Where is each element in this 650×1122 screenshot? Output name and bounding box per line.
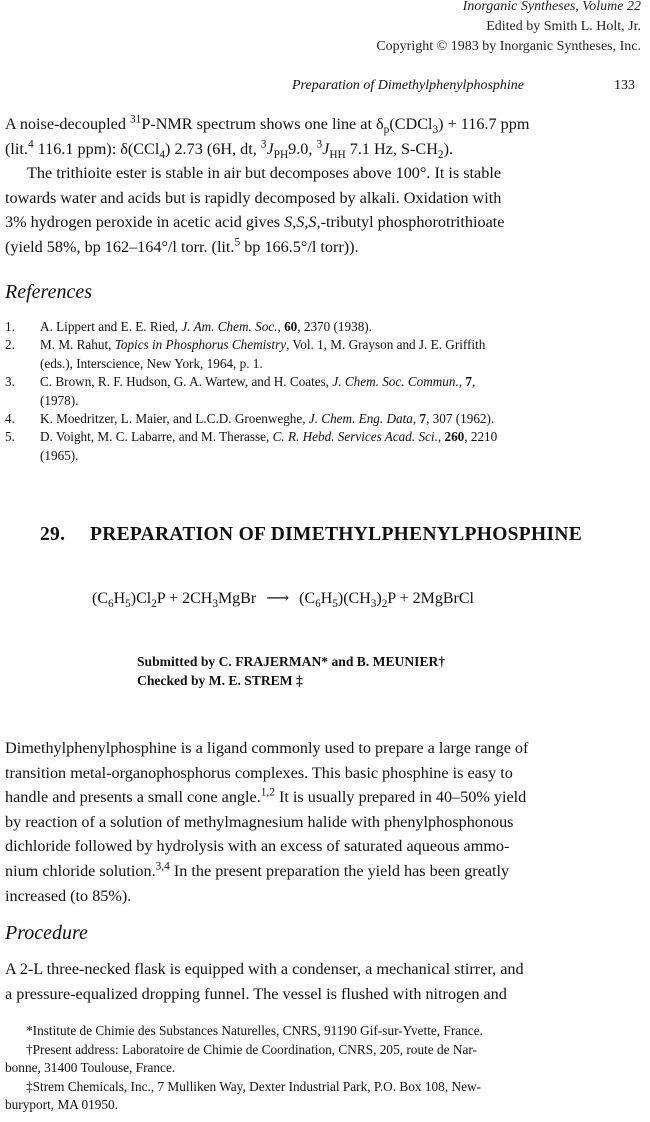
body-line-1: Dimethylphenylphosphine is a ligand commonly used to prepare a large range of (5, 739, 529, 757)
chapter-title (40, 524, 582, 546)
footnote-1: *Institute de Chimie des Substances Naturelles, CNRS, 91190 Gif-sur-Yvette, France. (26, 1023, 483, 1038)
running-head (292, 78, 524, 94)
chapter-number: 29. (40, 524, 66, 545)
procedure-paragraph (5, 957, 645, 1006)
reaction-arrow: ⟶ (266, 590, 290, 607)
reference-item-continuation: (eds.), Interscience, New York, 1964, p. 1. (40, 355, 263, 371)
procedure-heading: Procedure (5, 922, 88, 944)
body-line-4: by reaction of a solution of methylmagnesium halide with phenylphosphonous (5, 812, 514, 831)
reaction-equation: $(C_6H_5)Cl_2P$ + $2CH_3MgBr$ ⟶ $(C_6H_5)(CH_3)_2P$ + 2MgBrCl (92, 590, 474, 611)
page-number: 133 (614, 78, 635, 93)
intro-line-1: A noise-decoupled $^{31}$P-NMR spectrum shows one line at $\delta_p(CDCl_3) + 116.7$ ppm (5, 113, 530, 137)
intro-line-3: The trithioite ester is stable in air but decomposes above 100°. It is stable (27, 164, 501, 183)
references-heading: References (5, 281, 92, 303)
chapter-heading: PREPARATION OF DIMETHYLPHENYLPHOSPHINE (90, 524, 583, 545)
reference-item-continuation: (1965). (40, 447, 79, 463)
reference-item: 5. D. Voight, M. C. Labarre, and M. Therasse, C. R. Hebd. Services Acad. Sci., 260, 2210 (5, 429, 498, 445)
body-line-5: dichloride followed by hydrolysis with an excess of saturated aqueous ammo- (5, 837, 510, 856)
reference-item: 4. K. Moedritzer, L. Maier, and L.C.D. Groenweghe, J. Chem. Eng. Data, 7, 307 (1962). (5, 411, 495, 427)
footnote-2-continuation: bonne, 31400 Toulouse, France. (5, 1060, 176, 1076)
procedure-line-2: a pressure-equalized dropping funnel. The vessel is flushed with nitrogen and (5, 984, 507, 1003)
body-paragraph (5, 736, 645, 908)
book-title: Inorganic Syntheses, Volume 22 (462, 0, 641, 14)
body-line-7: increased (to 85%). (5, 886, 132, 905)
intro-line-4: towards water and acids but is rapidly decomposed by alkali. Oxidation with (5, 188, 502, 207)
reference-item: 1. A. Lippert and E. E. Ried, J. Am. Chem. Soc., 60, 2370 (1938). (5, 319, 372, 334)
footnotes (5, 1022, 645, 1115)
body-line-2: transition metal-organophosphorus complexes. This basic phosphine is easy to (5, 763, 513, 782)
footnote-3-continuation: buryport, MA 01950. (5, 1097, 119, 1113)
reference-list (5, 318, 645, 465)
body-line-3: handle and presents a small cone angle.$^{1,2}$ It is usually prepared in 40–50% yield (5, 786, 527, 807)
submitted-by: Submitted by C. FRAJERMAN* and B. MEUNIER† (137, 654, 446, 669)
reference-item: 3. C. Brown, R. F. Hudson, G. A. Wartew, and H. Coates, J. Chem. Soc. Commun., 7, (5, 374, 476, 390)
intro-line-6: (yield 58%, bp 162–164°/l torr. (lit.$^5$ bp 166.5°/l torr)). (5, 236, 359, 256)
book-header (241, 0, 641, 57)
running-head-title: Preparation of Dimethylphenylphosphine (292, 78, 524, 93)
intro-paragraph (5, 112, 645, 260)
footnote-3: ‡Strem Chemicals, Inc., 7 Mulliken Way, Dexter Industrial Park, P.O. Box 108, New- (26, 1078, 482, 1094)
book-copyright: Copyright © 1983 by Inorganic Syntheses, Inc. (376, 39, 641, 54)
intro-line-5: 3% hydrogen peroxide in acetic acid gives S,S,S,-tributyl phosphorotrithioate (5, 213, 505, 232)
intro-line-2: (lit.$^4$ 116.1 ppm): δ(CCl$_4$) 2.73 (6H, dt, $^3J_{PH}9.0$, $^3J_{HH}$ 7.1 Hz, $S-CH_2$). (5, 138, 453, 161)
procedure-line-1: A 2-L three-necked flask is equipped with a condenser, a mechanical stirrer, and (5, 960, 524, 978)
reference-item-continuation: (1978). (40, 392, 79, 408)
body-line-6: nium chloride solution.$^{3,4}$ In the present preparation the yield has been greatly (5, 860, 510, 880)
reference-item: 2. M. M. Rahut, Topics in Phosphorus Chemistry, Vol. 1, M. Grayson and J. E. Griffith (5, 337, 486, 353)
footnote-2: †Present address: Laboratoire de Chimie de Coordination, CNRS, 205, route de Nar- (26, 1041, 477, 1057)
checked-by: Checked by M. E. STREM ‡ (137, 673, 303, 688)
book-editor: Edited by Smith L. Holt, Jr. (486, 19, 641, 34)
